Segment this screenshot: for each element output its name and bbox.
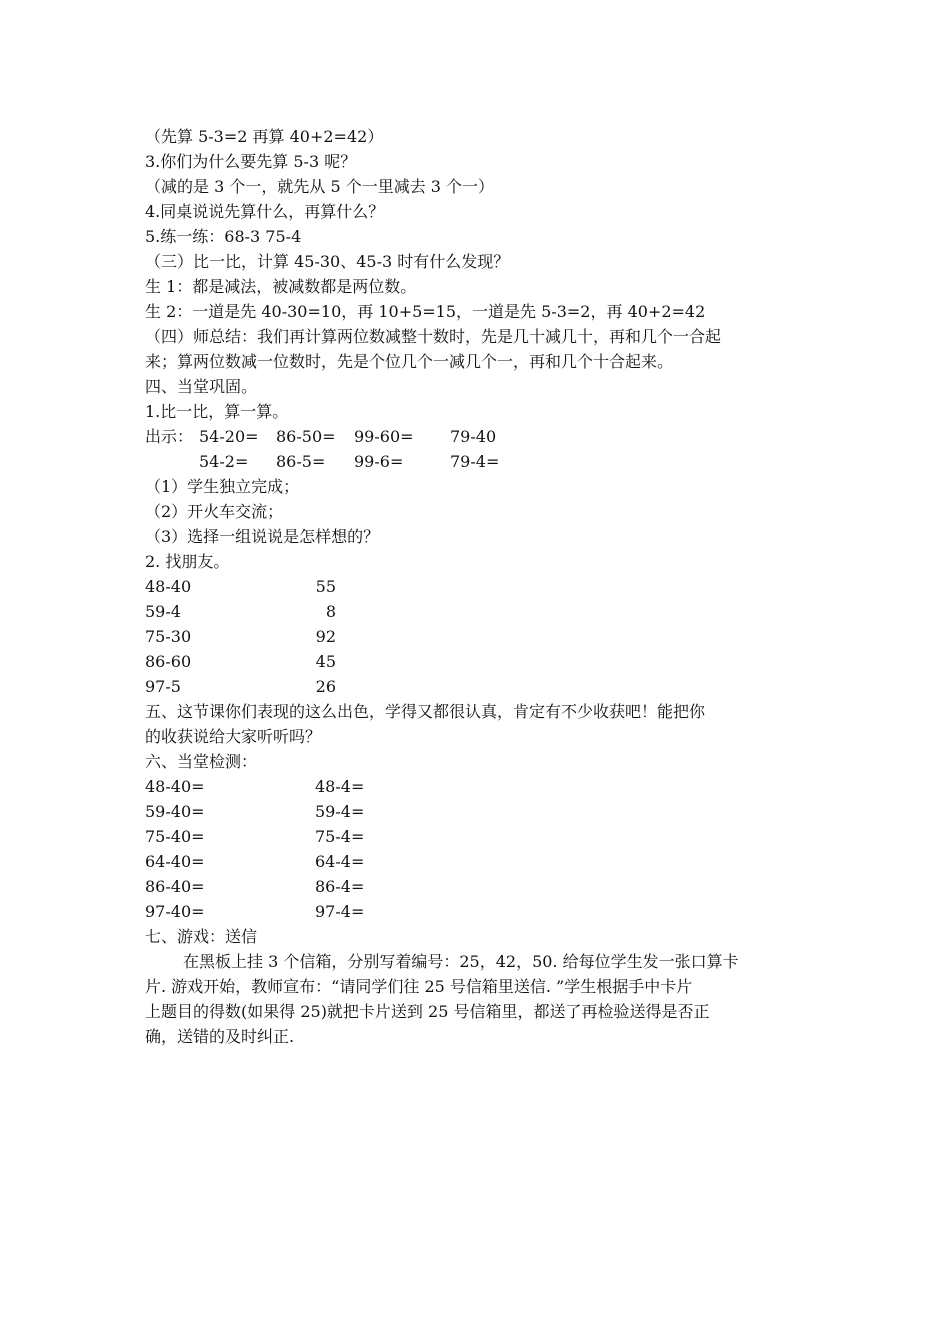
compare-item: 99-60= [354,427,414,446]
paragraph-line: 片. 游戏开始，教师宣布：“请同学们往 25 号信箱里送信. ”学生根据手中卡片 [145,977,693,996]
test-expr: 86-4= [315,877,365,896]
text-line: 5.练一练：68-3 75-4 [145,227,302,246]
test-expr: 59-40= [145,802,205,821]
friend-expr: 86-60 [145,652,192,671]
text-line: 4.同桌说说先算什么，再算什么？ [145,202,385,221]
paragraph-line: 上题目的得数(如果得 25)就把卡片送到 25 号信箱里，都送了再检验送得是否正 [145,1002,710,1021]
test-expr: 86-40= [145,877,205,896]
compare-item: 99-6= [354,452,404,471]
text-line: （3）选择一组说说是怎样想的？ [145,527,380,546]
section-heading: 五、这节课你们表现的这么出色，学得又都很认真，肯定有不少收获吧！能把你 [145,702,706,721]
test-expr: 97-40= [145,902,205,921]
compare-item: 86-50= [276,427,336,446]
compare-item: 86-5= [276,452,326,471]
section-heading: 四、当堂巩固。 [145,377,258,396]
text-line: （2）开火车交流； [145,502,284,521]
friend-number: 55 [315,577,336,596]
compare-label: 出示： [145,427,194,446]
text-line: 生 1：都是减法，被减数都是两位数。 [145,277,417,296]
paragraph-line: 在黑板上挂 3 个信箱，分别写着编号：25，42，50. 给每位学生发一张口算卡 [183,952,739,971]
compare-item: 79-40 [450,427,497,446]
text-line: （先算 5-3=2 再算 40+2=42） [145,127,384,146]
friend-expr: 75-30 [145,627,192,646]
section-heading: （三）比一比，计算 45-30、45-3 时有什么发现？ [145,252,510,271]
friend-expr: 97-5 [145,677,181,696]
friend-expr: 48-40 [145,577,192,596]
text-line: 来；算两位数减一位数时，先是个位几个一减几个一，再和几个十合起来。 [145,352,674,371]
section-heading: 七、游戏：送信 [145,927,258,946]
friend-number: 92 [315,627,336,646]
test-expr: 48-4= [315,777,365,796]
test-expr: 97-4= [315,902,365,921]
text-line: 1.比一比，算一算。 [145,402,289,421]
text-line: （1）学生独立完成； [145,477,300,496]
friend-expr: 59-4 [145,602,181,621]
test-expr: 59-4= [315,802,365,821]
text-line: 3.你们为什么要先算 5-3 呢？ [145,152,357,171]
friend-number: 26 [315,677,336,696]
compare-item: 79-4= [450,452,500,471]
text-line: 的收获说给大家听听吗？ [145,727,322,746]
test-expr: 75-40= [145,827,205,846]
compare-item: 54-20= [199,427,259,446]
friend-number: 45 [315,652,336,671]
test-expr: 64-40= [145,852,205,871]
text-line: （四）师总结：我们再计算两位数减整十数时，先是几十减几十，再和几个一合起 [145,327,722,346]
test-expr: 64-4= [315,852,365,871]
friend-number: 8 [325,602,336,621]
test-expr: 75-4= [315,827,365,846]
text-line: 生 2：一道是先 40-30=10，再 10+5=15，一道是先 5-3=2，再 40+2=42 [145,302,706,321]
compare-item: 54-2= [199,452,249,471]
text-line: 2. 找朋友。 [145,552,230,571]
paragraph-line: 确，送错的及时纠正. [145,1027,295,1046]
section-heading: 六、当堂检测： [145,752,258,771]
text-line: （减的是 3 个一，就先从 5 个一里减去 3 个一） [145,177,495,196]
test-expr: 48-40= [145,777,205,796]
